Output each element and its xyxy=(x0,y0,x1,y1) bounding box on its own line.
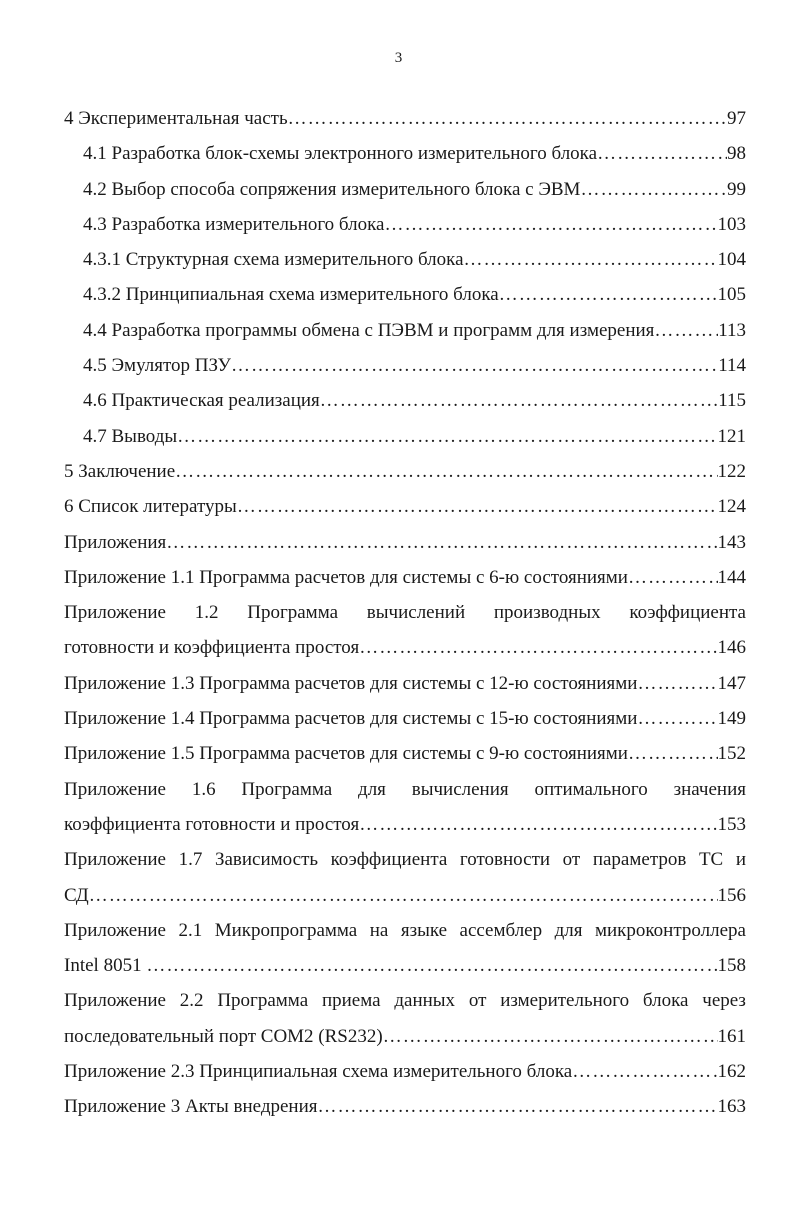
toc-word: Зависимость xyxy=(214,849,319,871)
toc-leader-dots xyxy=(89,878,718,913)
toc-entry-title: 4.2 Выбор способа сопряжения измерительного блока с ЭВМ xyxy=(83,178,581,200)
toc-leader-dots xyxy=(637,666,717,701)
toc-leader-dots xyxy=(464,242,718,277)
toc-word: Микропрограмма xyxy=(214,919,358,941)
toc-word: Приложение xyxy=(64,919,166,941)
toc-word: вычисления xyxy=(411,778,509,800)
toc-leader-dots xyxy=(359,807,717,842)
toc-word: Программа xyxy=(217,990,309,1012)
toc-entry-page: 99 xyxy=(727,178,746,200)
toc-entry-appendix-1-2-line2 xyxy=(64,630,746,665)
toc-word: данных xyxy=(394,990,456,1012)
toc-entry-appendix-1-3 xyxy=(64,666,746,701)
toc-word: 1.6 xyxy=(191,778,216,800)
toc-word: ассемблер xyxy=(459,919,543,941)
toc-leader-dots xyxy=(146,948,717,983)
toc-entry-title: 5 Заключение xyxy=(64,460,176,482)
toc-entry-page: 146 xyxy=(717,637,746,659)
toc-entry-page: 163 xyxy=(717,1096,746,1118)
toc-word: от xyxy=(562,849,581,871)
toc-word: 1.2 xyxy=(194,602,219,624)
toc-word: параметров xyxy=(592,849,687,871)
toc-entry-title: СД xyxy=(64,884,89,906)
toc-entry-appendix-2-2-line1 xyxy=(64,983,746,1018)
toc-leader-dots xyxy=(231,348,718,383)
toc-entry-title: 4.4 Разработка программы обмена с ПЭВМ и программ для измерения xyxy=(83,319,655,341)
toc-word: 1.7 xyxy=(178,849,203,871)
toc-entry-title: Приложение 1.5 Программа расчетов для системы с 9-ю состояниями xyxy=(64,743,628,765)
toc-entry-page: 115 xyxy=(718,390,746,412)
toc-word: на xyxy=(369,919,389,941)
toc-leader-dots xyxy=(359,630,717,665)
toc-leader-dots xyxy=(320,383,718,418)
toc-entry-appendix-2-3 xyxy=(64,1054,746,1089)
toc-entry-page: 152 xyxy=(717,743,746,765)
toc-leader-dots xyxy=(318,1089,718,1124)
toc-word: приема xyxy=(321,990,381,1012)
toc-entry-page: 105 xyxy=(717,284,746,306)
toc-entry-page: 153 xyxy=(717,813,746,835)
toc-entry-appendix-1-4 xyxy=(64,701,746,736)
toc-leader-dots xyxy=(175,454,717,489)
toc-leader-dots xyxy=(580,172,727,207)
toc-entry-4-2 xyxy=(64,172,746,207)
toc-entry-appendix-2-2-line2 xyxy=(64,1019,746,1054)
toc-entry-page: 97 xyxy=(727,108,746,129)
toc-word: языке xyxy=(400,919,448,941)
toc-word: измерительного xyxy=(500,990,630,1012)
toc-entry-4 xyxy=(64,101,746,136)
toc-entry-page: 144 xyxy=(717,566,746,588)
toc-word: 2.1 xyxy=(178,919,203,941)
toc-entry-title: Приложение 1.3 Программа расчетов для системы с 12-ю состояниями xyxy=(64,672,638,694)
toc-entry-appendix-1-5 xyxy=(64,736,746,771)
toc-entry-page: 161 xyxy=(717,1025,746,1047)
toc-entry-title: последовательный порт COM2 (RS232) xyxy=(64,1025,383,1047)
toc-entry-appendix-1-1 xyxy=(64,560,746,595)
toc-word: оптимального xyxy=(534,778,648,800)
toc-entry-page: 147 xyxy=(717,672,746,694)
toc-entry-4-4 xyxy=(64,313,746,348)
toc-entry-title: 6 Список литературы xyxy=(64,496,237,518)
toc-word: для xyxy=(358,778,386,800)
toc-word: Приложение xyxy=(64,778,166,800)
toc-entry-appendix-1-7-line2 xyxy=(64,878,746,913)
toc-leader-dots xyxy=(383,1019,718,1054)
toc-entry-6 xyxy=(64,489,746,524)
toc-entry-title: коэффициента готовности и простоя xyxy=(64,813,360,835)
toc-word: Приложение xyxy=(64,602,166,624)
toc-entry-page: 98 xyxy=(727,143,746,165)
toc-entry-title: 4.7 Выводы xyxy=(83,425,178,447)
toc-entry-title: Приложение 1.4 Программа расчетов для системы с 15-ю состояниями xyxy=(64,708,638,730)
toc-entry-4-3 xyxy=(64,207,746,242)
toc-word: и xyxy=(735,849,746,871)
toc-leader-dots xyxy=(237,489,718,524)
toc-leader-dots xyxy=(654,313,718,348)
toc-entry-title: Intel 8051 xyxy=(64,955,147,977)
toc-leader-dots xyxy=(288,101,727,136)
toc-entry-4-5 xyxy=(64,348,746,383)
toc-word: коэффициента xyxy=(330,849,448,871)
toc-entry-appendix-1-2-line1 xyxy=(64,595,746,630)
toc-entry-page: 114 xyxy=(718,355,746,377)
toc-word: блока xyxy=(642,990,689,1012)
toc-entry-4-7 xyxy=(64,419,746,454)
toc-entry-title: 4.3 Разработка измерительного блока xyxy=(83,213,385,235)
toc-entry-page: 113 xyxy=(718,319,746,341)
toc-entry-appendix-2-1-line2 xyxy=(64,948,746,983)
toc-entry-title: 4.5 Эмулятор ПЗУ xyxy=(83,355,231,377)
toc-word: через xyxy=(702,990,746,1012)
toc-leader-dots xyxy=(637,701,717,736)
toc-entry-title: 4.3.2 Принципиальная схема измерительного блока xyxy=(83,284,499,306)
toc-word: 2.2 xyxy=(179,990,204,1012)
table-of-contents xyxy=(64,101,746,1125)
toc-leader-dots xyxy=(166,525,717,560)
toc-word: вычислений xyxy=(366,602,466,624)
toc-entry-page: 162 xyxy=(717,1061,746,1083)
toc-leader-dots xyxy=(177,419,717,454)
toc-entry-4-3-1 xyxy=(64,242,746,277)
toc-word: коэффициента xyxy=(629,602,746,624)
toc-leader-dots xyxy=(572,1054,717,1089)
toc-word: ТС xyxy=(698,849,724,871)
toc-entry-5 xyxy=(64,454,746,489)
toc-word: Приложение xyxy=(64,849,166,871)
toc-leader-dots xyxy=(385,207,718,242)
toc-entry-page: 103 xyxy=(717,213,746,235)
toc-entry-appendix-2-1-line1 xyxy=(64,913,746,948)
toc-entry-page: 143 xyxy=(717,531,746,553)
toc-entry-title: готовности и коэффициента простоя xyxy=(64,637,360,659)
toc-entry-page: 124 xyxy=(717,496,746,518)
toc-entry-page: 156 xyxy=(717,884,746,906)
toc-entry-4-1 xyxy=(64,136,746,171)
toc-entry-appendix-3 xyxy=(64,1089,746,1124)
toc-word: Приложение xyxy=(64,990,166,1012)
toc-word: Программа xyxy=(241,778,333,800)
toc-word: от xyxy=(468,990,487,1012)
toc-entry-appendix-1-7-line1 xyxy=(64,842,746,877)
toc-leader-dots xyxy=(628,736,718,771)
toc-entry-title: 4 Экспериментальная часть xyxy=(64,108,288,129)
toc-entry-title: Приложение 3 Акты внедрения xyxy=(64,1096,318,1118)
toc-entry-4-6 xyxy=(64,383,746,418)
toc-entry-title: Приложения xyxy=(64,531,167,553)
toc-entry-4-3-2 xyxy=(64,277,746,312)
toc-leader-dots xyxy=(597,136,727,171)
toc-word: для xyxy=(554,919,583,941)
toc-entry-appendix-1-6-line2 xyxy=(64,807,746,842)
toc-leader-dots xyxy=(628,560,718,595)
toc-entry-page: 149 xyxy=(717,708,746,730)
toc-entry-page: 122 xyxy=(717,460,746,482)
toc-entry-page: 104 xyxy=(717,249,746,271)
toc-entry-title: 4.1 Разработка блок-схемы электронного измерительного блока xyxy=(83,143,598,165)
toc-entry-appendices xyxy=(64,525,746,560)
toc-entry-title: Приложение 2.3 Принципиальная схема измерительного блока xyxy=(64,1061,573,1083)
toc-word: производных xyxy=(493,602,601,624)
toc-word: готовности xyxy=(459,849,551,871)
toc-leader-dots xyxy=(499,277,718,312)
toc-entry-page: 121 xyxy=(717,425,746,447)
toc-entry-title: 4.3.1 Структурная схема измерительного блока xyxy=(83,249,464,271)
toc-entry-title: 4.6 Практическая реализация xyxy=(83,390,320,412)
toc-entry-appendix-1-6-line1 xyxy=(64,772,746,807)
toc-word: Программа xyxy=(247,602,339,624)
page-number: 3 xyxy=(394,50,403,66)
toc-entry-page: 158 xyxy=(717,955,746,977)
toc-word: значения xyxy=(673,778,746,800)
toc-word: микроконтроллера xyxy=(594,919,746,941)
toc-entry-title: Приложение 1.1 Программа расчетов для системы с 6-ю состояниями xyxy=(64,566,628,588)
